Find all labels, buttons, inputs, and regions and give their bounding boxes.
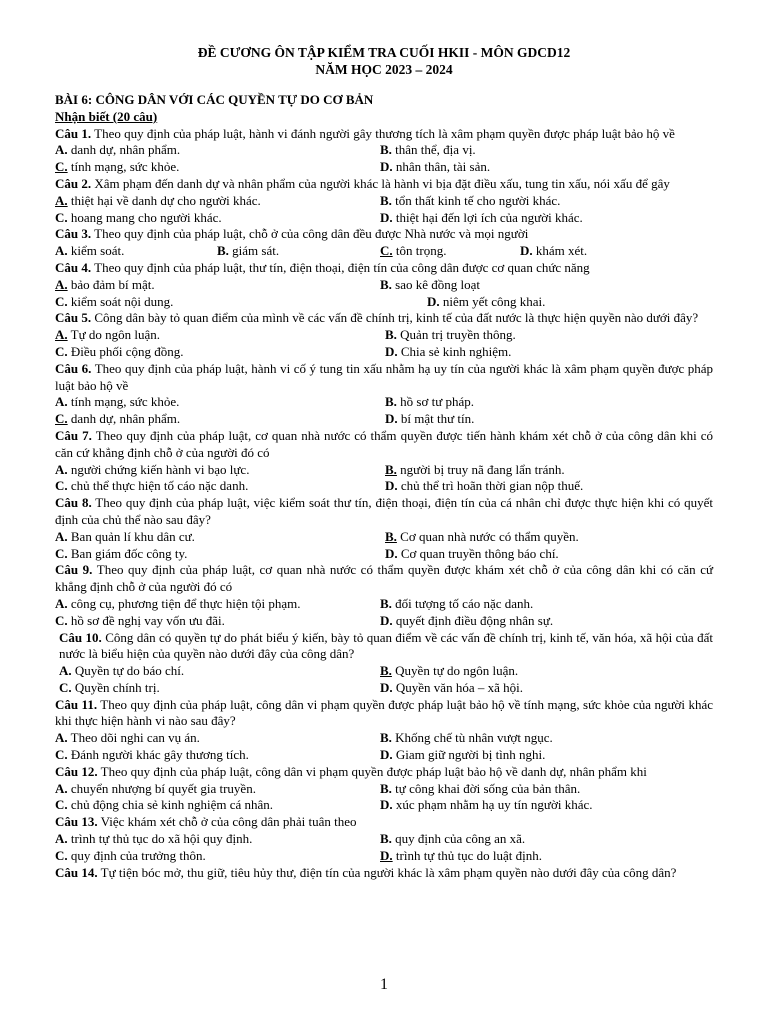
- option-a: A. Quyền tự do báo chí.: [59, 663, 185, 679]
- option-c: C. tính mạng, sức khỏe.: [55, 159, 180, 175]
- option-a: A. tính mạng, sức khỏe.: [55, 394, 180, 410]
- option-d: D. chủ thể trì hoãn thời gian nộp thuế.: [385, 478, 584, 494]
- option-d: D. Quyền văn hóa – xã hội.: [380, 679, 523, 695]
- option-c: C. Quyền chính trị.: [59, 679, 160, 695]
- option-b: B. đối tượng tố cáo nặc danh.: [380, 595, 534, 611]
- option-d: D. trình tự thủ tục do luật định.: [380, 847, 542, 863]
- option-d: D. xúc phạm nhằm hạ uy tín người khác.: [380, 797, 593, 813]
- question-4: Câu 4. Theo quy định của pháp luật, thư tín, điện thoại, điện tín của công dân được cơ quan chức năng: [55, 259, 590, 275]
- level-heading: Nhận biết (20 câu): [55, 108, 158, 124]
- question-9: Câu 9. Theo quy định của pháp luật, cơ quan nhà nước có thẩm quyền được khám xét chỗ ở của công dân khi có căn cứ khẳng định chỗ ở của người đó có: [55, 562, 714, 595]
- question-5: Câu 5. Công dân bày tỏ quan điểm của mình về các vấn đề chính trị, kinh tế của đất nước là thực hiện quyền nào dưới đây?: [55, 310, 699, 326]
- options-row: [55, 848, 713, 865]
- question-10: Câu 10. Công dân có quyền tự do phát biểu ý kiến, bày tỏ quan điểm về các vấn đề chính trị, kinh tế, văn hóa, xã hội của đất nước là biểu hiện của quyền nào dưới đây của công dân?: [59, 629, 714, 662]
- option-d: D. khám xét.: [520, 243, 588, 259]
- options-row: [55, 730, 713, 747]
- option-a: A. trình tự thủ tục do xã hội quy định.: [55, 831, 253, 847]
- school-year: NĂM HỌC 2023 – 2024: [315, 62, 453, 77]
- question-7: Câu 7. Theo quy định của pháp luật, cơ quan nhà nước có thẩm quyền được tiến hành khám xét chỗ ở của công dân khi có căn cứ khẳng định chỗ ở của người đó có: [55, 427, 714, 460]
- option-b: B. Cơ quan nhà nước có thẩm quyền.: [385, 528, 579, 544]
- option-b: B. quy định của công an xã.: [380, 831, 526, 847]
- option-d: D. Chia sẻ kinh nghiệm.: [385, 343, 512, 359]
- option-a: A. Tự do ngôn luận.: [55, 327, 161, 343]
- question-1: Câu 1. Theo quy định của pháp luật, hành vi đánh người gây thương tích là xâm phạm quyền được pháp luật bảo hộ về: [55, 125, 675, 141]
- options-row: [55, 613, 713, 630]
- option-b: B. giám sát.: [217, 243, 280, 259]
- option-c: C. hồ sơ đề nghị vay vốn ưu đãi.: [55, 612, 225, 628]
- question-11: Câu 11. Theo quy định của pháp luật, công dân vi phạm quyền được pháp luật bảo hộ về tính mạng, sức khỏe của người khác khi thực hiện hành vi nào sau đây?: [55, 696, 714, 729]
- options-row: [55, 394, 713, 411]
- options-row: [55, 462, 713, 479]
- option-a: A. thiệt hại về danh dự cho người khác.: [55, 192, 261, 208]
- options-row: [55, 781, 713, 798]
- options-row: [55, 294, 713, 311]
- options-row: [55, 142, 713, 159]
- options-row: [55, 831, 713, 848]
- question-14: Câu 14. Tự tiện bóc mở, thu giữ, tiêu hủy thư, điện tín của người khác là xâm phạm quyền nào dưới đây của công dân?: [55, 864, 677, 880]
- option-c: C. chủ thể thực hiện tố cáo nặc danh.: [55, 478, 249, 494]
- lesson-heading: BÀI 6: CÔNG DÂN VỚI CÁC QUYỀN TỰ DO CƠ BẢN: [55, 92, 374, 107]
- options-row: [55, 546, 713, 563]
- options-row: [55, 529, 713, 546]
- option-a: A. kiểm soát.: [55, 243, 125, 259]
- options-row: [55, 277, 713, 294]
- option-c: C. quy định của trưởng thôn.: [55, 847, 206, 863]
- options-row: [55, 797, 713, 814]
- option-b: B. hồ sơ tư pháp.: [385, 394, 475, 410]
- options-row: [55, 327, 713, 344]
- question-8: Câu 8. Theo quy định của pháp luật, việc kiểm soát thư tín, điện thoại, điện tín của cá nhân chỉ được thực hiện khi có quyết định của chủ thể nào sau đây?: [55, 495, 713, 527]
- options-row: [55, 411, 713, 428]
- option-d: D. quyết định điều động nhân sự.: [380, 612, 554, 628]
- option-b: B. sao kê đồng loạt: [380, 276, 481, 292]
- option-b: B. Quản trị truyền thông.: [385, 327, 516, 343]
- option-b: B. tự công khai đời sống của bản thân.: [380, 780, 581, 796]
- options-row: [55, 747, 713, 764]
- document-page: [55, 44, 713, 881]
- option-b: B. Khống chế tù nhân vượt ngục.: [380, 730, 553, 746]
- question-12: Câu 12. Theo quy định của pháp luật, công dân vi phạm quyền được pháp luật bảo hộ về danh dự, nhân phẩm khi: [55, 763, 647, 779]
- option-c: C. Ban giám đốc công ty.: [55, 545, 188, 561]
- option-a: A. chuyển nhượng bí quyết gia truyền.: [55, 780, 256, 796]
- question-13: Câu 13. Việc khám xét chỗ ở của công dân phải tuân theo: [55, 814, 357, 830]
- option-a: A. Ban quản lí khu dân cư.: [55, 528, 195, 544]
- option-b: B. người bị truy nã đang lẩn tránh.: [385, 461, 565, 477]
- page-number: 1: [380, 976, 388, 993]
- option-d: D. bí mật thư tín.: [385, 411, 475, 427]
- options-row: [55, 210, 713, 227]
- option-c: C. hoang mang cho người khác.: [55, 209, 222, 225]
- option-a: A. người chứng kiến hành vi bạo lực.: [55, 461, 250, 477]
- options-row: [55, 243, 713, 260]
- question-3: Câu 3. Theo quy định của pháp luật, chỗ ở của công dân đều được Nhà nước và mọi người: [55, 226, 529, 242]
- option-a: A. công cụ, phương tiện để thực hiện tội phạm.: [55, 595, 301, 611]
- option-d: D. niêm yết công khai.: [427, 293, 546, 309]
- option-a: A. Theo dõi nghi can vụ án.: [55, 730, 200, 746]
- option-b: B. Quyền tự do ngôn luận.: [380, 663, 519, 679]
- option-d: D. Cơ quan truyền thông báo chí.: [385, 545, 559, 561]
- option-d: D. nhân thân, tài sản.: [380, 159, 491, 175]
- options-row: [55, 596, 713, 613]
- option-c: C. kiểm soát nội dung.: [55, 293, 174, 309]
- question-6: Câu 6. Theo quy định của pháp luật, hành vi cố ý tung tin xấu nhằm hạ uy tín của người khác là xâm phạm quyền được pháp luật bảo hộ về: [55, 360, 714, 393]
- option-c: C. danh dự, nhân phẩm.: [55, 411, 181, 427]
- option-d: D. thiệt hại đến lợi ích của người khác.: [380, 209, 583, 225]
- option-b: B. thân thể, địa vị.: [380, 142, 476, 158]
- options-row: [55, 159, 713, 176]
- option-b: B. tổn thất kinh tế cho người khác.: [380, 192, 561, 208]
- option-c: C. Điều phối cộng đồng.: [55, 343, 184, 359]
- option-c: C. tôn trọng.: [380, 243, 447, 259]
- options-row: [55, 344, 713, 361]
- document-title: ĐỀ CƯƠNG ÔN TẬP KIỂM TRA CUỐI HKII - MÔN GDCD12: [197, 45, 571, 60]
- option-d: D. Giam giữ người bị tình nghi.: [380, 747, 546, 763]
- options-row: [55, 478, 713, 495]
- options-row: [55, 663, 713, 680]
- question-2: Câu 2. Xâm phạm đến danh dự và nhân phẩm của người khác là hành vi bịa đặt điều xấu, tung tin xấu, nói xấu để gây: [55, 175, 670, 191]
- option-c: C. chủ động chia sẻ kinh nghiệm cá nhân.: [55, 797, 274, 813]
- options-row: [55, 680, 713, 697]
- option-c: C. Đánh người khác gây thương tích.: [55, 747, 249, 763]
- options-row: [55, 193, 713, 210]
- option-a: A. bảo đảm bí mật.: [55, 276, 155, 292]
- option-a: A. danh dự, nhân phẩm.: [55, 142, 181, 158]
